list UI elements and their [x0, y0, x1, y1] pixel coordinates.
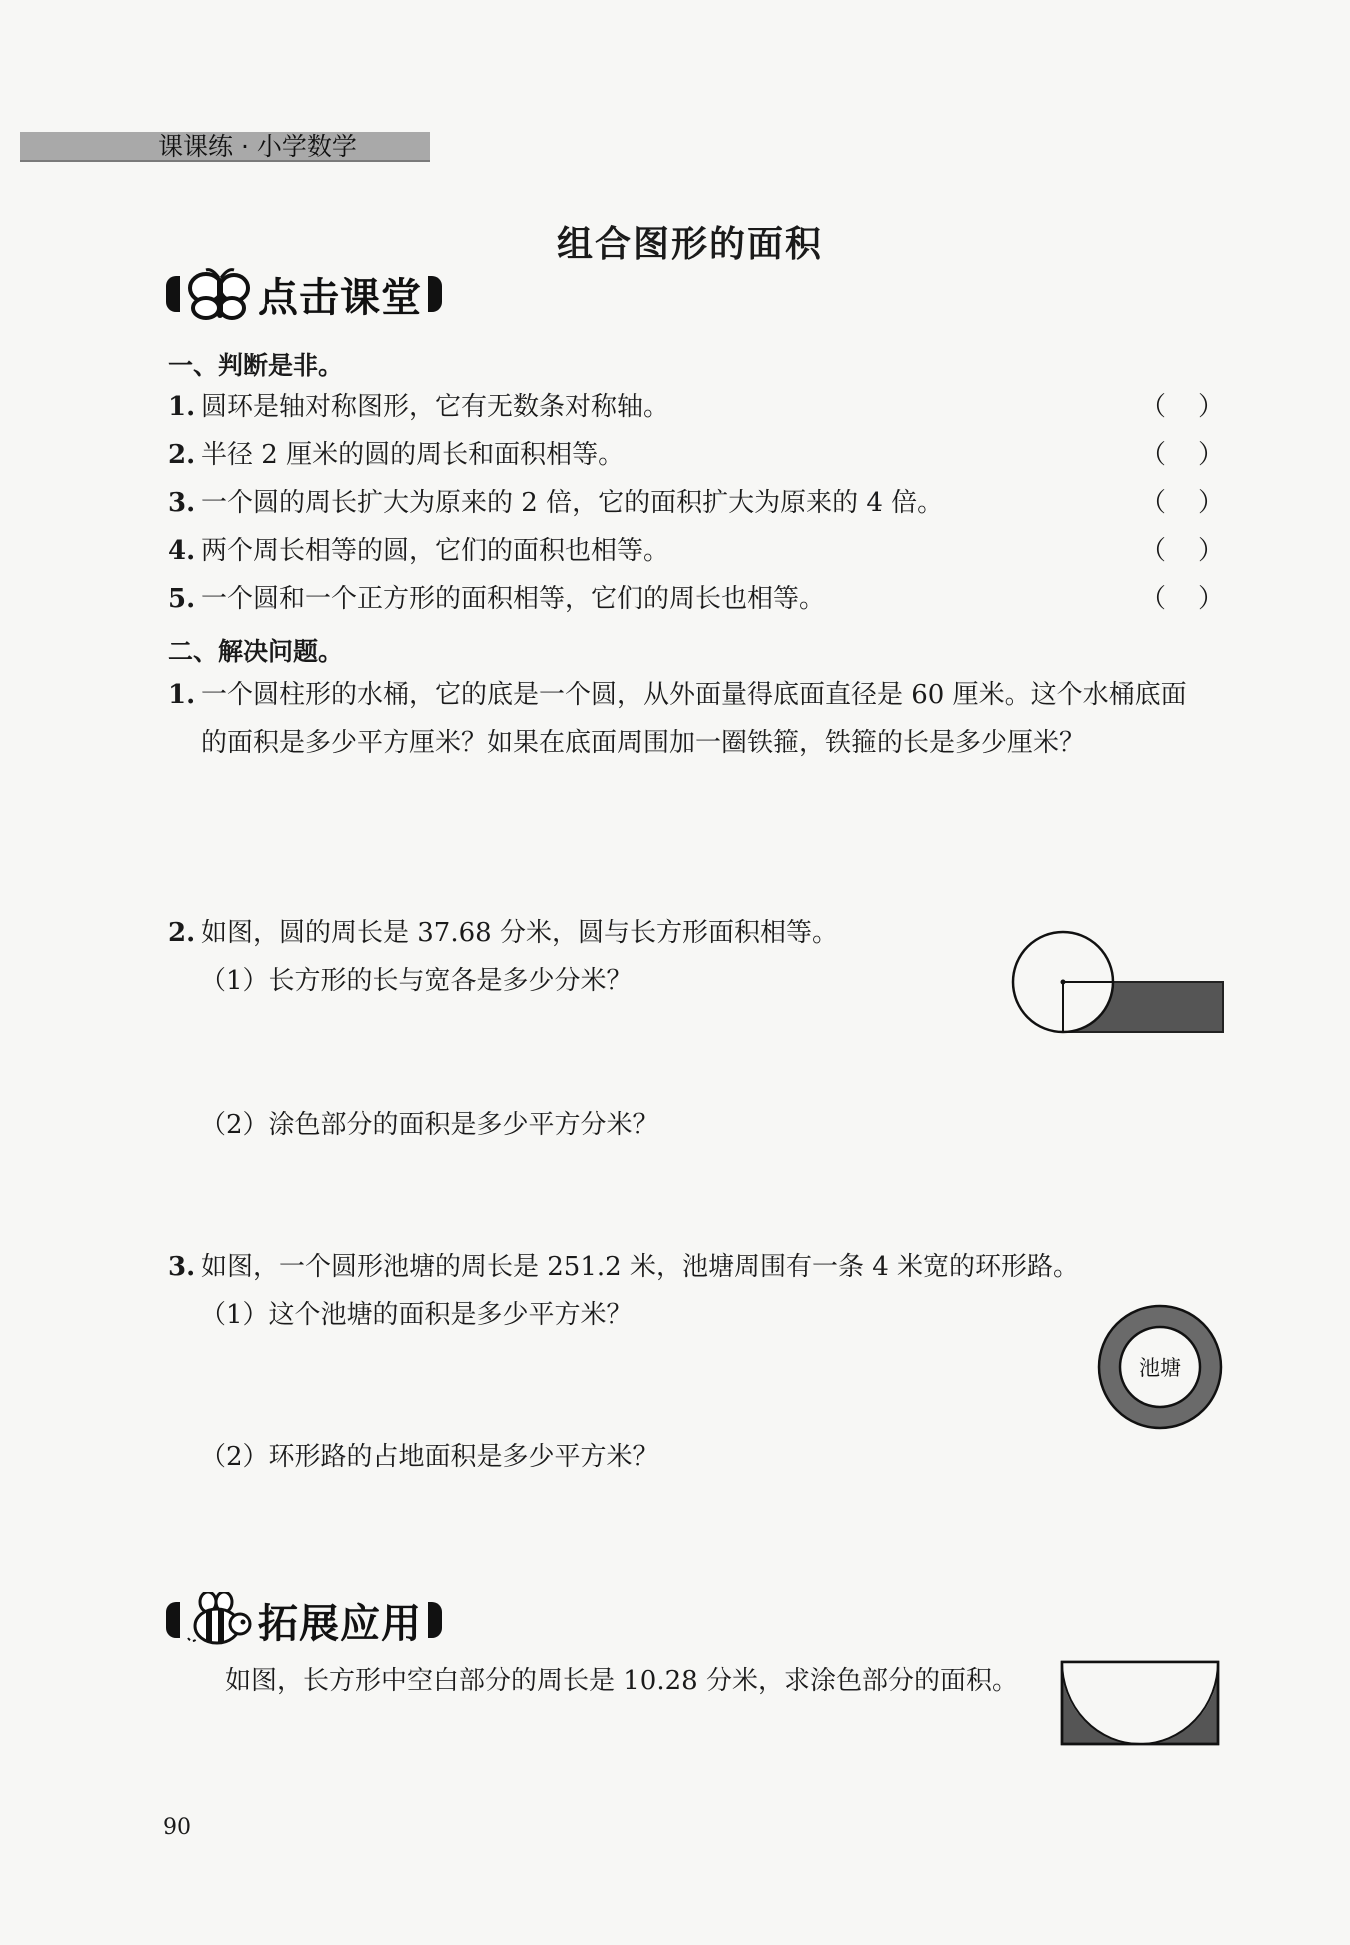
problem-3-text: 3. 如图，一个圆形池塘的周长是 251.2 米，池塘周围有一条 4 米宽的环形路。 [168, 1252, 1080, 1282]
judge-item-4: 4. 两个周长相等的圆，它们的面积也相等。 [168, 536, 670, 566]
butterfly-icon [184, 266, 254, 322]
problem-2-text: 2. 如图，圆的周长是 37.68 分米，圆与长方形面积相等。 [168, 918, 838, 948]
pond-ring-figure [1095, 1302, 1225, 1432]
section-banner-class [166, 270, 442, 321]
page-number: 90 [163, 1815, 191, 1840]
circle-rectangle-figure [1008, 928, 1228, 1038]
pond-label: 池塘 [1139, 1356, 1181, 1380]
problem-2-sub-2: （2）涂色部分的面积是多少平方分米？ [200, 1110, 659, 1140]
answer-blank-2[interactable]: （ ） [1140, 440, 1224, 470]
solve-heading: 二、解决问题。 [168, 637, 344, 666]
banner-left-cap [166, 276, 180, 312]
judge-item-2: 2. 半径 2 厘米的圆的周长和面积相等。 [168, 440, 625, 470]
problem-1-line-2: 的面积是多少平方厘米？如果在底面周围加一圈铁箍，铁箍的长是多少厘米？ [201, 728, 1086, 758]
circle-center-dot [1061, 980, 1066, 985]
judge-item-3: 3. 一个圆的周长扩大为原来的 2 倍，它的面积扩大为原来的 4 倍。 [168, 488, 944, 518]
banner-right-cap [428, 276, 442, 312]
judge-item-1: 1. 圆环是轴对称图形，它有无数条对称轴。 [168, 392, 670, 422]
rectangle-quarter-circles-figure [1060, 1660, 1220, 1748]
answer-blank-4[interactable]: （ ） [1140, 536, 1224, 566]
series-label: 课课练 · 小学数学 [158, 132, 357, 161]
answer-blank-5[interactable]: （ ） [1140, 584, 1224, 614]
answer-blank-1[interactable]: （ ） [1140, 392, 1224, 422]
banner-left-cap [166, 1602, 180, 1638]
problem-3-sub-2: （2）环形路的占地面积是多少平方米？ [200, 1442, 659, 1472]
section-label-extend: 拓展应用 [258, 1600, 422, 1647]
extend-problem-text: 如图，长方形中空白部分的周长是 10.28 分米，求涂色部分的面积。 [225, 1666, 1018, 1696]
banner-right-cap [428, 1602, 442, 1638]
judge-item-5: 5. 一个圆和一个正方形的面积相等，它们的周长也相等。 [168, 584, 826, 614]
series-header [20, 132, 430, 162]
judge-heading: 一、判断是非。 [168, 351, 344, 380]
problem-2-sub-1: （1）长方形的长与宽各是多少分米？ [200, 966, 633, 996]
answer-blank-3[interactable]: （ ） [1140, 488, 1224, 518]
problem-1-line-1: 1. 一个圆柱形的水桶，它的底是一个圆，从外面量得底面直径是 60 厘米。这个水桶底面 [168, 680, 1187, 710]
page-title: 组合图形的面积 [556, 224, 823, 265]
section-banner-extend [166, 1596, 442, 1647]
bee-icon [184, 1592, 254, 1648]
section-label-class: 点击课堂 [258, 274, 422, 321]
problem-3-sub-1: （1）这个池塘的面积是多少平方米？ [200, 1300, 633, 1330]
